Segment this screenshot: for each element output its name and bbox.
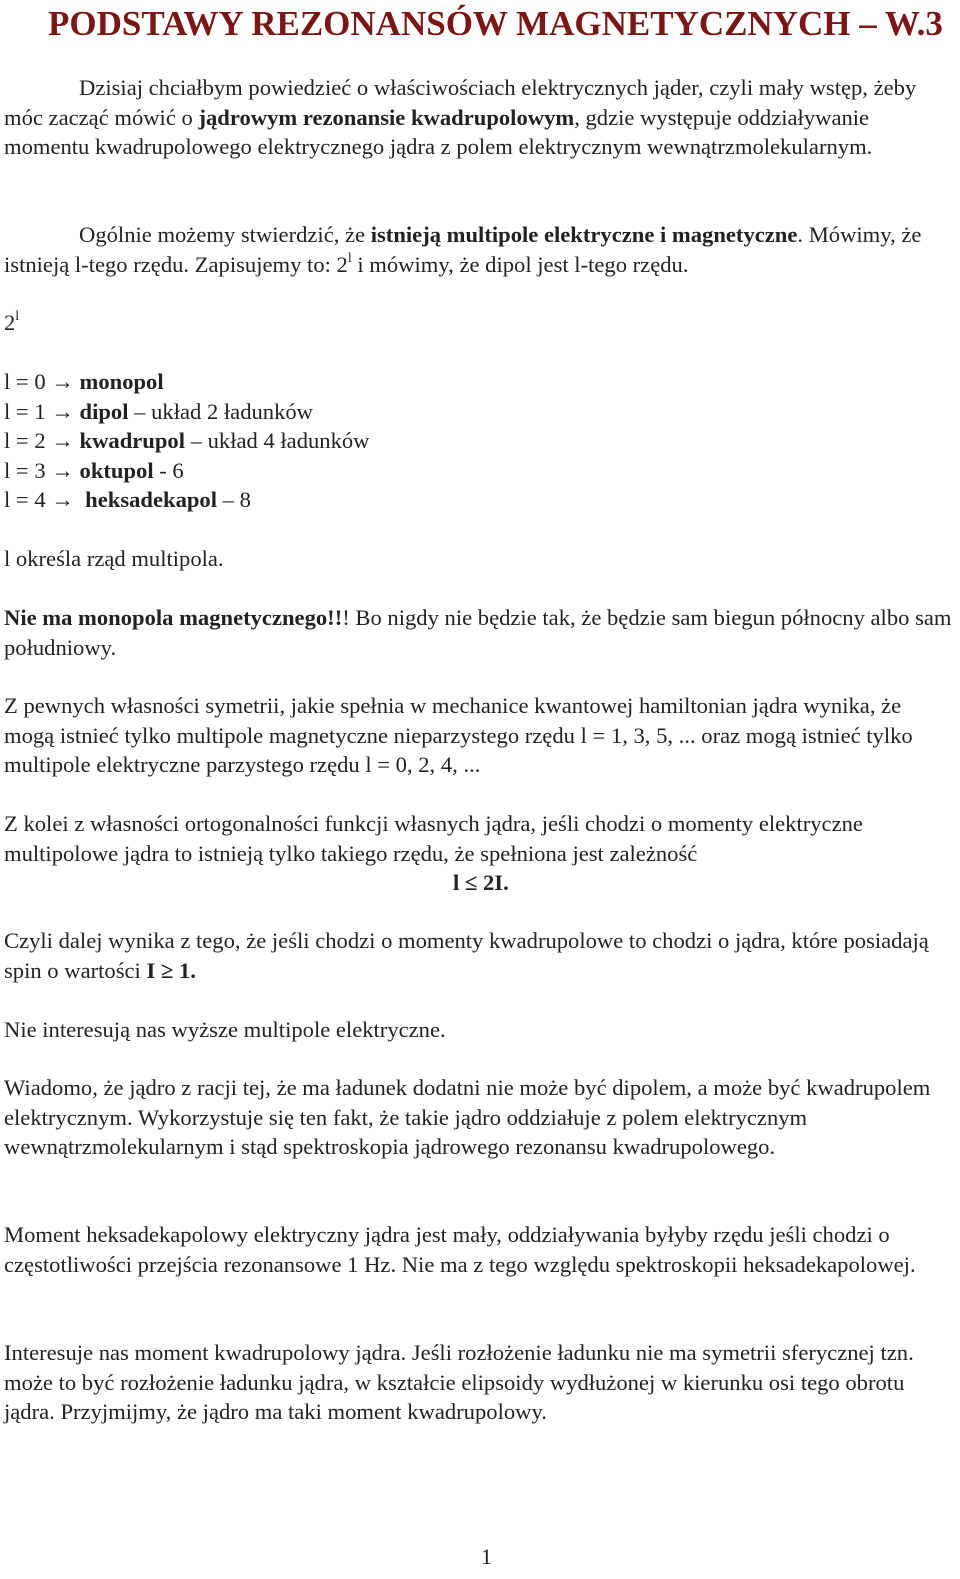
arrow-icon: → bbox=[51, 398, 74, 424]
paragraph-no-monopole bbox=[4, 603, 956, 662]
list-item-eq: l = 2 bbox=[4, 428, 52, 453]
formula-power bbox=[4, 308, 956, 338]
list-item-rest: – 8 bbox=[217, 487, 251, 512]
paragraph-higher-multipoles: Nie interesują nas wyższe multipole elektryczne. bbox=[4, 1017, 446, 1042]
list-item-name: oktupol bbox=[79, 457, 154, 483]
spin-formula: I ≥ 1. bbox=[146, 957, 196, 983]
list-item-name: dipol bbox=[79, 398, 129, 424]
arrow-icon: → bbox=[51, 487, 74, 512]
list-item bbox=[4, 485, 956, 515]
arrow-icon: → bbox=[51, 428, 74, 453]
intro-text: Dzisiaj chciałbym powiedzieć o właściwościach elektrycznych jąder, czyli mały wstęp, żeby móc zacząć mówić o bbox=[4, 75, 917, 130]
list-item-eq: l = 0 bbox=[4, 369, 52, 394]
list-item-eq: l = 1 bbox=[4, 398, 52, 424]
list-item bbox=[4, 426, 956, 456]
multipoles-text: Ogólnie możemy stwierdzić, że bbox=[79, 222, 371, 247]
multipoles-text-end: i mówimy, że dipol jest l-tego rzędu. bbox=[351, 251, 689, 277]
paragraph-order: l określa rząd multipola. bbox=[4, 546, 224, 571]
list-item-name: kwadrupol bbox=[79, 428, 185, 453]
multipoles-superscript: l bbox=[347, 250, 352, 266]
page-title: PODSTAWY REZONANSÓW MAGNETYCZNYCH – W.3 bbox=[48, 4, 943, 43]
list-item-name: heksadekapol bbox=[85, 487, 218, 512]
no-monopole-text: ! Bo nigdy nie będzie tak, że będzie sam biegun północny albo sam południowy. bbox=[4, 605, 952, 660]
orthogonality-formula: l ≤ 2I. bbox=[453, 870, 509, 895]
list-item bbox=[4, 397, 956, 427]
formula-exponent: l bbox=[15, 309, 20, 325]
paragraph-multipoles bbox=[4, 220, 956, 279]
formula-base: 2 bbox=[4, 310, 16, 335]
paragraph-spin bbox=[4, 926, 956, 985]
paragraph-quadrupole: Interesuje nas moment kwadrupolowy jądra. Jeśli rozłożenie ładunku nie ma symetrii sferycznej tzn. może to być rozłożenie ładunku jądra, w kształcie elipsoidy wydłużonej w kierunku osi tego obrotu jądra. Przyjmijmy, że jądro ma taki moment kwadrupolowy. bbox=[4, 1340, 914, 1424]
multipole-list bbox=[4, 367, 956, 515]
page-number: 1 bbox=[481, 1544, 492, 1569]
list-item-rest: - 6 bbox=[153, 457, 184, 483]
paragraph-symmetry: Z pewnych własności symetrii, jakie spełnia w mechanice kwantowej hamiltonian jądra wynika, że mogą istnieć tylko multipole magnetyczne nieparzystego rzędu l = 1, 3, 5, ... oraz mogą istnieć tylko multipole elektryczne parzystego rzędu l = 0, 2, 4, ... bbox=[4, 693, 913, 777]
paragraph-known-fact: Wiadomo, że jądro z racji tej, że ma ładunek dodatni nie może być dipolem, a może być kwadrupolem elektrycznym. Wykorzystuje się ten fakt, że takie jądro oddziałuje z polem elektrycznym wewnątrzmolekularnym i stąd spektroskopia jądrowego rezonansu kwadrupolowego. bbox=[4, 1075, 931, 1159]
list-item-eq: l = 4 bbox=[4, 487, 52, 512]
list-item bbox=[4, 456, 956, 486]
list-item-rest: – układ 2 ładunków bbox=[128, 398, 313, 424]
paragraph-orthogonality bbox=[4, 809, 956, 898]
list-item-name: monopol bbox=[79, 369, 164, 394]
spin-text: Czyli dalej wynika z tego, że jeśli chodzi o momenty kwadrupolowe to chodzi o jądra, które posiadają spin o wartości bbox=[4, 928, 929, 983]
paragraph-hexadecapole: Moment heksadekapolowy elektryczny jądra jest mały, oddziaływania byłyby rzędu jeśli chodzi o częstotliwości przejścia rezonansowe 1 Hz. Nie ma z tego względu spektroskopii heksadekapolowej. bbox=[4, 1222, 916, 1277]
list-item-rest: – układ 4 ładunków bbox=[185, 428, 370, 453]
arrow-icon: → bbox=[51, 369, 74, 394]
paragraph-intro bbox=[4, 73, 956, 162]
list-item bbox=[4, 367, 956, 397]
orthogonality-text: Z kolei z własności ortogonalności funkcji własnych jądra, jeśli chodzi o momenty elektryczne multipolowe jądra to istnieją tylko takiego rzędu, że spełniona jest zależność bbox=[4, 811, 863, 866]
no-monopole-bold: Nie ma monopola magnetycznego!! bbox=[4, 605, 343, 630]
intro-text-end: , gdzie występuje oddziaływanie momentu kwadrupolowego elektrycznego jądra z polem elektrycznym wewnątrzmolekularnym. bbox=[4, 104, 873, 159]
list-item-eq: l = 3 bbox=[4, 457, 52, 483]
intro-bold-term: jądrowym rezonansie kwadrupolowym bbox=[198, 104, 575, 130]
arrow-icon: → bbox=[51, 457, 74, 483]
multipoles-text-mid: . Mówimy, że istnieją l-tego rzędu. Zapisujemy to: 2 bbox=[4, 222, 922, 277]
multipoles-bold-term: istnieją multipole elektryczne i magnetyczne bbox=[370, 222, 798, 247]
